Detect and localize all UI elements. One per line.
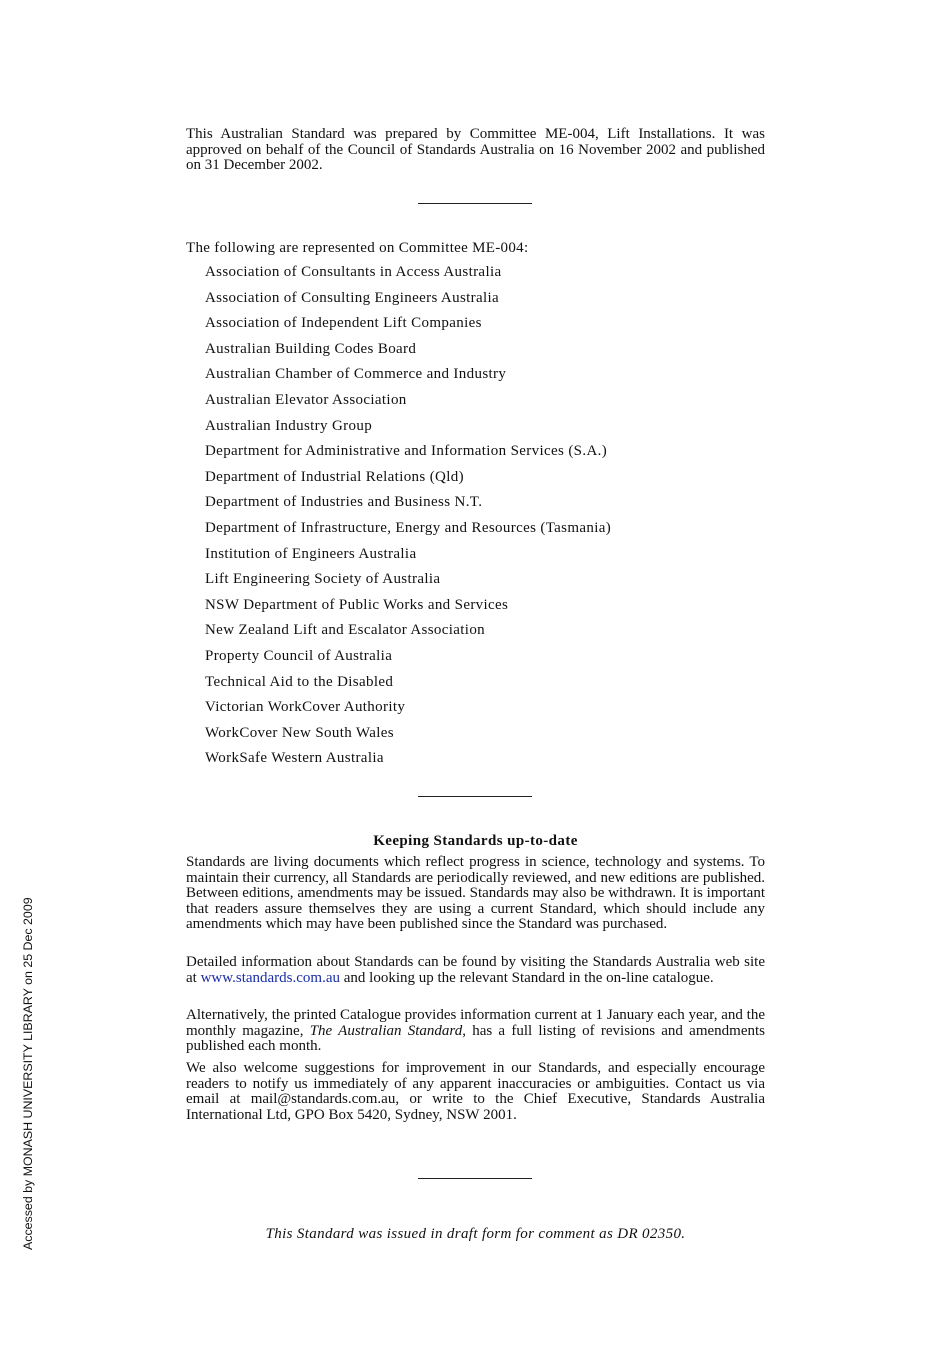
paragraph-text: Alternatively, the printed Catalogue provides information current at 1 January each year, and the monthly magazine,: [186, 1007, 765, 1039]
standards-website-link[interactable]: www.standards.com.au: [200, 969, 340, 986]
committee-member: Association of Independent Lift Companies: [205, 315, 482, 332]
committee-member: Lift Engineering Society of Australia: [205, 571, 441, 588]
committee-member: Institution of Engineers Australia: [205, 545, 417, 562]
committee-member: NSW Department of Public Works and Services: [205, 596, 509, 613]
committee-member: Victorian WorkCover Authority: [205, 699, 406, 716]
access-watermark: Accessed by MONASH UNIVERSITY LIBRARY on 25 Dec 2009: [21, 897, 35, 1250]
paragraph-catalogue: [186, 1008, 765, 1055]
approval-statement: This Australian Standard was prepared by Committee ME-004, Lift Installations. It was approved on behalf of the Council of Standards Australia on 16 November 2002 and published on 31 December 2002.: [186, 126, 765, 174]
committee-member: Australian Industry Group: [205, 417, 373, 434]
committee-member: Department for Administrative and Information Services (S.A.): [205, 443, 608, 460]
divider-rule: [418, 203, 532, 204]
paragraph-text: , has a full listing of revisions and amendments published each month.: [186, 1022, 765, 1055]
paragraph-text: and looking up the relevant Standard in the on-line catalogue.: [340, 969, 714, 986]
committee-member: Association of Consulting Engineers Australia: [205, 289, 500, 306]
committee-member: Technical Aid to the Disabled: [205, 673, 394, 690]
divider-rule: [418, 1178, 532, 1179]
section-title: Keeping Standards up-to-date: [373, 833, 578, 849]
paragraph-living-documents: Standards are living documents which reflect progress in science, technology and systems. To maintain their currency, all Standards are periodically reviewed, and new editions are published. Between editions, amendments may be issued. Standards may also be withdrawn. It is important that readers assure themselves they are using a current Standard, which should include any amendments which may have been published since the Standard was purchased.: [186, 854, 765, 933]
paragraph-text: Detailed information about Standards can be found by visiting the Standards Australia web site at: [186, 954, 765, 986]
committee-member: WorkSafe Western Australia: [205, 750, 384, 767]
committee-member-list: [205, 262, 611, 774]
magazine-title: The Australian Standard: [309, 1022, 463, 1039]
committee-member: Australian Chamber of Commerce and Industry: [205, 366, 507, 383]
committee-member: WorkCover New South Wales: [205, 724, 394, 741]
divider-rule: [418, 796, 532, 797]
committee-member: Australian Building Codes Board: [205, 340, 417, 357]
paragraph-detailed-information: [186, 955, 765, 986]
committee-member: New Zealand Lift and Escalator Association: [205, 622, 486, 639]
committee-member: Department of Infrastructure, Energy and Resources (Tasmania): [205, 519, 612, 536]
committee-member: Property Council of Australia: [205, 647, 393, 664]
committee-member: Association of Consultants in Access Australia: [205, 264, 502, 280]
committee-member: Department of Industrial Relations (Qld): [205, 468, 464, 485]
paragraph-suggestions: We also welcome suggestions for improvement in our Standards, and especially encourage readers to notify us immediately of any apparent inaccuracies or ambiguities. Contact us via email at mail@standards.com.au, or write to the Chief Executive, Standards Australia International Ltd, GPO Box 5420, Sydney, NSW 2001.: [186, 1060, 765, 1123]
draft-note: This Standard was issued in draft form for comment as DR 02350.: [265, 1226, 686, 1242]
committee-member: Department of Industries and Business N.T.: [205, 494, 483, 511]
committee-member: Australian Elevator Association: [205, 391, 407, 408]
committee-heading: The following are represented on Committee ME-004:: [186, 240, 529, 256]
